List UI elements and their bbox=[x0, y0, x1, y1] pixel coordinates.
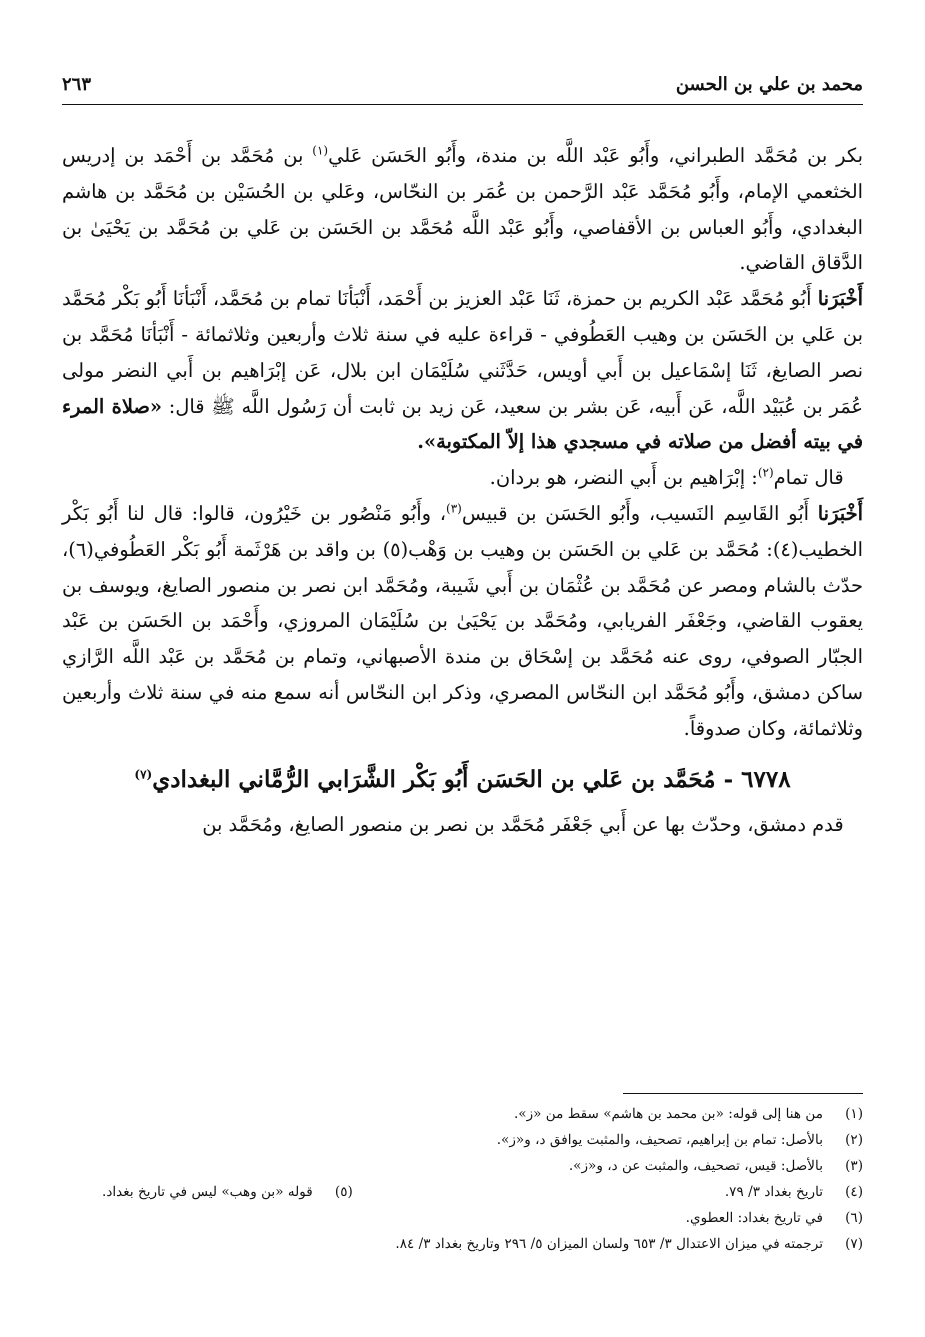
running-title: محمد بن علي بن الحسن bbox=[675, 74, 863, 95]
footnote-pair bbox=[62, 1179, 863, 1205]
footnote bbox=[102, 1179, 353, 1205]
paragraph-1 bbox=[62, 138, 863, 281]
paragraph-4 bbox=[62, 496, 863, 747]
footnote-ref: (٣) bbox=[446, 501, 462, 516]
footnote-number: (٢) bbox=[845, 1132, 863, 1148]
paragraph-text: أَبُو مُحَمَّد عَبْد الكريم بن حمزة، ثَنَا عَبْد العزيز بن أَحْمَد، أَنْبَأنَا تمام بن مُحَمَّد، أَنْبَأنَا أَبُو بَكْر مُحَمَّد بن عَلي بن الحَسَن بن وهيب العَطُوفي - قراءة عليه في سنة ثلاث وأربعين وثلاثمائة - أَنْبَأنَا مُحَمَّد بن نصر الصايغ، ثَنَا إسْمَاعيل بن أَبي أويس، حَدَّثَني سُلَيْمَان ابن بلال، عَن إبْرَاهيم بن أَبي النضر مولى عُمَر بن عُبَيْد اللَّه، عَن أَبيه، عَن بشر بن سعيد، عَن زيد بن ثابت أن رَسُول اللَّه ﷺ قال: bbox=[62, 287, 863, 418]
paragraph-3 bbox=[62, 460, 863, 496]
footnote-ref: (٢) bbox=[757, 465, 774, 480]
paragraph-text: : إبْرَاهيم بن أَبي النضر، هو بردان. bbox=[489, 466, 758, 490]
footnote-number: (١) bbox=[845, 1106, 863, 1122]
paragraph-text: ، وأَبُو مَنْصُور بن خَيْرُون، قالوا: قال لنا أَبُو بَكْر الخطيب(٤): مُحَمَّد بن عَلي بن الحَسَن بن وهيب بن وَهْب(٥) بن واقد بن هَرْثَمة أَبُو بَكْر العَطُوفي(٦)، حدّث بالشام ومصر عن مُحَمَّد بن عُثْمَان بن أَبي شَيبة، ومُحَمَّد ابن نصر بن منصور الصايغ، ويوسف بن يعقوب القاضي، وجَعْفَر الفريابي، ومُحَمَّد بن يَحْيَىٰ بن سُلَيْمَان المروزي، وأَحْمَد بن الحَسَن بن عَبْد الجبّار الصوفي، روى عنه مُحَمَّد بن إسْحَاق بن مندة الأصبهاني، وتمام بن مُحَمَّد بن عَبْد اللَّه الرَّازي ساكن دمشق، وأَبُو مُحَمَّد ابن النحّاس المصري، وذكر ابن النحّاس أنه سمع منه في سنة ثلاث وأربعين وثلاثمائة، وكان صدوقاً. bbox=[62, 501, 864, 740]
paragraph-text: قدم دمشق، وحدّث بها عن أَبي جَعْفَر مُحَمَّد بن نصر بن منصور الصايغ، ومُحَمَّد بن bbox=[202, 812, 844, 836]
paragraph-text: بن مُحَمَّد بن أَحْمَد بن إدريس الخثعمي الإمام، وأَبُو مُحَمَّد عَبْد الرَّحمن بن عُمَر بن النحّاس، وعَلي بن الحُسَيْن بن مُحَمَّد بن هاشم البغدادي، وأَبُو العباس بن الأقفاصي، وأَبُو عَبْد اللَّه مُحَمَّد بن الحَسَن بن عَلي بن مُحَمَّد بن يَحْيَىٰ بن الدَّقاق القاضي. bbox=[62, 144, 863, 275]
footnote bbox=[62, 1153, 863, 1179]
footnote bbox=[725, 1179, 863, 1205]
footnote-text: قوله «بن وهب» ليس في تاريخ بغداد. bbox=[102, 1184, 313, 1200]
page-number: ٢٦٣ bbox=[62, 74, 92, 95]
footnote-text: ترجمته في ميزان الاعتدال ٣/ ٦٥٣ ولسان الميزان ٥/ ٢٩٦ وتاريخ بغداد ٣/ ٨٤. bbox=[395, 1236, 823, 1252]
hadith-text: «صلاة المرء في بيته أفضل من صلاته في مسجدي هذا إلاّ المكتوبة». bbox=[62, 394, 863, 454]
footnote-number: (٤) bbox=[845, 1184, 863, 1200]
paragraph-text: أَبُو القَاسِم النَسيب، وأَبُو الحَسَن بن قبيس bbox=[461, 501, 818, 525]
footnote-number: (٦) bbox=[845, 1210, 863, 1226]
isnad-keyword: أَخْبَرَنا bbox=[817, 287, 863, 311]
footnotes bbox=[62, 1101, 863, 1257]
entry-heading bbox=[62, 761, 863, 799]
footnote-divider bbox=[623, 1093, 863, 1094]
footnote-ref: (١) bbox=[312, 143, 329, 158]
footnote-number: (٧) bbox=[845, 1236, 863, 1252]
footnote-ref: (٧) bbox=[134, 766, 153, 781]
footnote bbox=[62, 1205, 863, 1231]
footnote-text: من هنا إلى قوله: «بن محمد بن هاشم» سقط من «ز». bbox=[513, 1106, 823, 1122]
footnote-text: بالأصل: تمام بن إبراهيم، تصحيف، والمثبت يوافق د، و«ز». bbox=[496, 1132, 823, 1148]
footnote bbox=[62, 1231, 863, 1257]
paragraph-text: بكر بن مُحَمَّد الطبراني، وأَبُو عَبْد اللَّه بن مندة، وأَبُو الحَسَن عَلي bbox=[328, 144, 863, 167]
entry-text bbox=[62, 807, 863, 843]
footnote-text: في تاريخ بغداد: العطوي. bbox=[685, 1210, 823, 1226]
footnote-number: (٣) bbox=[845, 1158, 863, 1174]
entry-heading-text: ٦٧٧٨ - مُحَمَّد بن عَلي بن الحَسَن أَبُو بَكْر الشَّرَابي الرُّمَّاني البغدادي bbox=[152, 765, 791, 793]
footnote-text: تاريخ بغداد ٣/ ٧٩. bbox=[724, 1184, 823, 1200]
isnad-keyword: أَخْبَرَنا bbox=[817, 501, 863, 525]
paragraph-text: قال تمام bbox=[773, 466, 844, 490]
main-text bbox=[62, 138, 863, 842]
footnote bbox=[62, 1127, 863, 1153]
footnote-text: بالأصل: قيس، تصحيف، والمثبت عن د، و«ز». bbox=[568, 1158, 823, 1174]
footnote-number: (٥) bbox=[334, 1184, 353, 1200]
paragraph-2 bbox=[62, 281, 863, 460]
footnote bbox=[62, 1101, 863, 1127]
running-header bbox=[62, 70, 863, 105]
